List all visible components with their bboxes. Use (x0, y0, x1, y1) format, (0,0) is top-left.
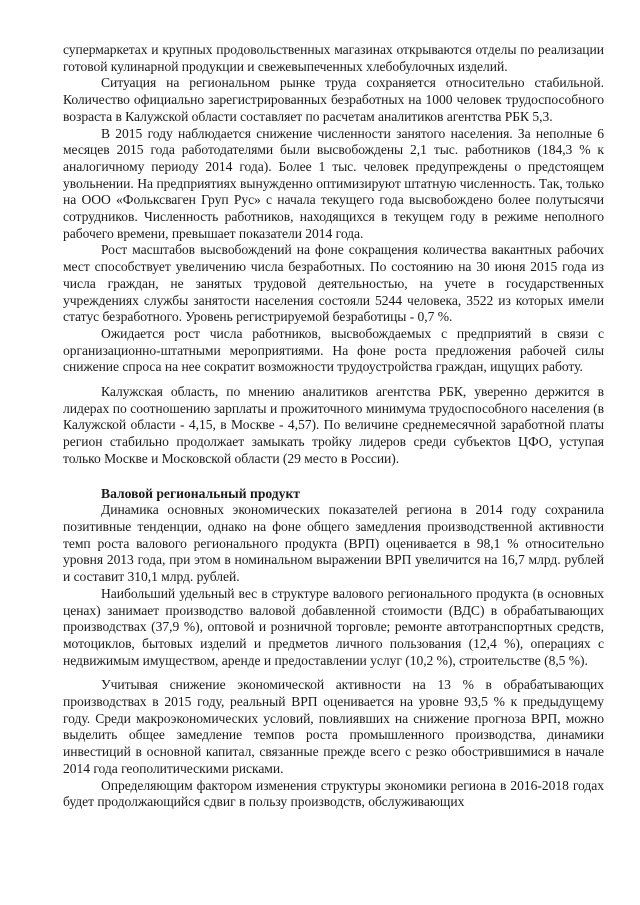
paragraph-9: Учитывая снижение экономической активности на 13 % в обрабатывающих производствах в 2015 году, реальный ВРП оценивается на уровне 93,5 % к предыдущему году. Среди макроэкономических условий, повлиявших на снижение прогноза ВРП, можно выделить общее замедление темпов роста промышленного производства, динамики инвестиций в основной капитал, связанные прежде всего с резко обострившимися в начале 2014 года геополитическими рисками. (63, 677, 604, 776)
spacer (63, 376, 604, 384)
paragraph-6: Калужская область, по мнению аналитиков агентства РБК, уверенно держится в лидерах по соотношению зарплаты и прожиточного минимума трудоспособного населения (в Калужской области - 4,15, в Москве - 4,57). По величине среднемесячной заработной платы регион стабильно продолжает замыкать тройку лидеров среди субъектов ЦФО, уступая только Москве и Московской области (29 место в России). (63, 384, 604, 466)
paragraph-8: Наибольший удельный вес в структуре валового регионального продукта (в основных ценах) занимает производство валовой добавленной стоимости (ВДС) в обрабатывающих производствах (37,9 %), оптовой и розничной торговле; ремонте автотранспортных средств, мотоциклов, бытовых изделий и предметов личного пользования (12,4 %), операциях с недвижимым имуществом, аренде и предоставлении услуг (10,2 %), строительстве (8,5 %). (63, 585, 604, 668)
paragraph-2: Ситуация на региональном рынке труда сохраняется относительно стабильной. Количество официально зарегистрированных безработных на 1000 человек трудоспособного возраста в Калужской области составляет по расчетам аналитиков агентства РБК 5,3. (63, 75, 604, 124)
paragraph-5: Ожидается рост числа работников, высвобождаемых с предприятий в связи с организационно-штатными мероприятиями. На фоне роста предложения рабочей силы снижение спроса на нее сократит возможности трудоустройства граждан, ищущих работу. (63, 325, 604, 375)
paragraph-3: В 2015 году наблюдается снижение численности занятого населения. За неполные 6 месяцев 2015 года работодателями были высвобождены 2,1 тыс. работников (184,3 % к аналогичному периоду 2014 года). Более 1 тыс. человек предупреждены о предстоящем увольнении. На предприятиях вынужденно оптимизируют штатную численность. Так, только на ООО «Фольксваген Груп Рус» с начала текущего года высвобождено более полутысячи сотрудников. Численность работников, находящихся в текущем году в режиме неполного рабочего времени, превышает показатели 2014 года. (63, 125, 604, 241)
spacer (63, 669, 604, 677)
section-heading: Валовой региональный продукт (101, 485, 300, 501)
spacer (63, 468, 604, 486)
paragraph-10: Определяющим фактором изменения структуры экономики региона в 2016-2018 годах будет продолжающийся сдвиг в пользу производств, обслуживающих (63, 777, 604, 810)
paragraph-4: Рост масштабов высвобождений на фоне сокращения количества вакантных рабочих мест способствует увеличению числа безработных. По состоянию на 30 июня 2015 года из числа граждан, не занятых трудовой деятельностью, на учете в государственных учреждениях службы занятости населения состояли 5244 человека, 3522 из которых имели статус безработного. Уровень регистрируемой безработицы - 0,7 %. (63, 242, 604, 325)
paragraph-7: Динамика основных экономических показателей региона в 2014 году сохранила позитивные тенденции, однако на фоне общего замедления производственной активности темп роста валового регионального продукта (ВРП) оценивается в 98,1 % относительно уровня 2013 года, при этом в номинальном выражении ВРП увеличится на 16,7 млрд. рублей и составит 310,1 млрд. рублей. (63, 502, 604, 585)
paragraph-1: супермаркетах и крупных продовольственных магазинах открываются отделы по реализации готовой кулинарной продукции и свежевыпеченных хлебобулочных изделий. (63, 42, 604, 74)
